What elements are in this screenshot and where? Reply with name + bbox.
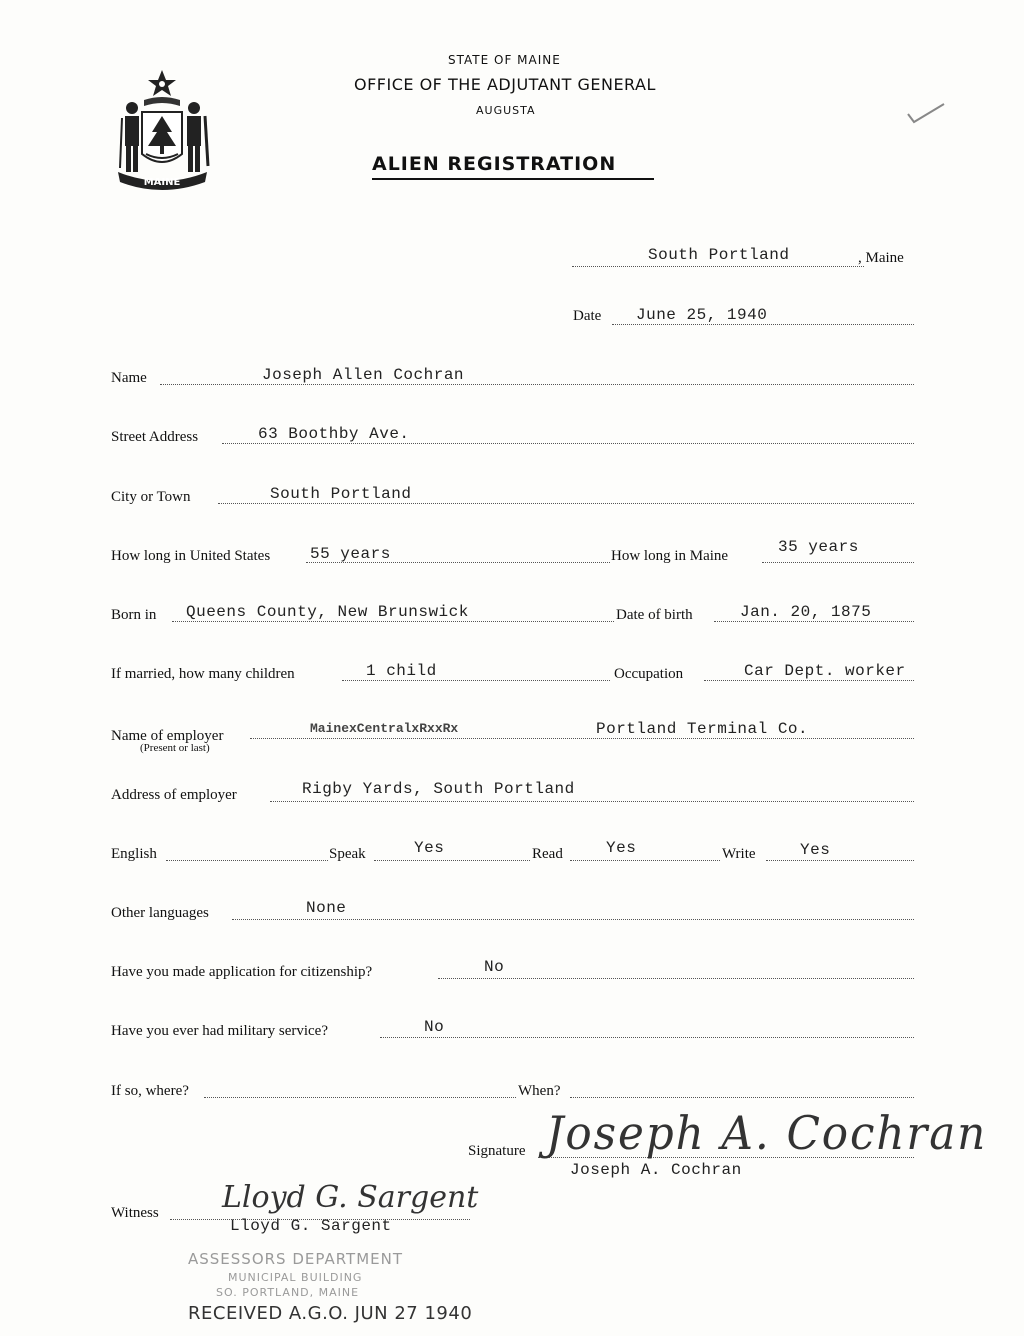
speak-value: Yes	[414, 839, 445, 857]
write-line	[766, 860, 914, 861]
place-value: South Portland	[648, 246, 790, 264]
where-line	[204, 1097, 516, 1098]
english-label: English	[111, 846, 157, 862]
us-time-label: How long in United States	[111, 548, 271, 564]
employer-label: Name of employer	[111, 728, 224, 744]
name-value: Joseph Allen Cochran	[262, 366, 465, 384]
place-suffix: , Maine	[858, 250, 904, 266]
signature-label: Signature	[468, 1143, 526, 1159]
header-office: OFFICE OF THE ADJUTANT GENERAL	[354, 75, 656, 94]
dob-line	[714, 621, 914, 622]
form-title: ALIEN REGISTRATION	[372, 153, 617, 175]
speak-label: Speak	[329, 846, 366, 862]
military-line	[380, 1037, 914, 1038]
born-in-line	[172, 621, 614, 622]
city-line	[218, 503, 914, 504]
header-state: STATE OF MAINE	[448, 53, 561, 67]
date-line	[612, 324, 914, 325]
read-value: Yes	[606, 839, 637, 857]
witness-typed: Lloyd G. Sargent	[230, 1217, 392, 1235]
stamp-assessors-department: ASSESSORS DEPARTMENT	[188, 1250, 404, 1268]
street-value: 63 Boothby Ave.	[258, 425, 410, 443]
where-label: If so, where?	[111, 1083, 189, 1099]
street-label: Street Address	[111, 429, 199, 445]
dob-label: Date of birth	[616, 607, 693, 623]
citizenship-label: Have you made application for citizenship?	[111, 964, 373, 980]
children-value: 1 child	[366, 662, 437, 680]
employer-address-line	[270, 801, 914, 802]
signature-handwritten: Joseph A. Cochran	[546, 1106, 988, 1160]
other-languages-line	[232, 919, 914, 920]
employer-sublabel: (Present or last)	[140, 742, 210, 754]
write-value: Yes	[800, 841, 831, 859]
signature-typed: Joseph A. Cochran	[570, 1161, 742, 1179]
born-in-value: Queens County, New Brunswick	[186, 603, 469, 621]
children-label: If married, how many children	[111, 666, 295, 682]
maine-time-label: How long in Maine	[611, 548, 729, 564]
date-label: Date	[573, 308, 602, 324]
occupation-value: Car Dept. worker	[744, 662, 906, 680]
city-label: City or Town	[111, 489, 191, 505]
children-line	[342, 680, 610, 681]
place-line	[572, 266, 864, 267]
check-mark-icon	[904, 100, 948, 128]
other-languages-label: Other languages	[111, 905, 209, 921]
stamp-municipal-building: MUNICIPAL BUILDING	[228, 1271, 363, 1284]
header-city: AUGUSTA	[476, 104, 536, 117]
citizenship-line	[438, 978, 914, 979]
witness-handwritten: Lloyd G. Sargent	[222, 1180, 479, 1215]
when-line	[570, 1097, 914, 1098]
maine-time-value: 35 years	[778, 538, 859, 556]
occupation-line	[704, 680, 914, 681]
maine-time-line	[762, 562, 914, 563]
read-label: Read	[532, 846, 563, 862]
name-line	[160, 384, 914, 385]
seal-banner-text: MAINE	[143, 177, 181, 188]
english-line	[166, 860, 328, 861]
military-value: No	[424, 1018, 445, 1036]
witness-label: Witness	[111, 1205, 159, 1221]
form-title-underline	[372, 178, 654, 180]
born-in-label: Born in	[111, 607, 157, 623]
dob-value: Jan. 20, 1875	[740, 603, 872, 621]
write-label: Write	[722, 846, 756, 862]
city-value: South Portland	[270, 485, 412, 503]
occupation-label: Occupation	[614, 666, 684, 682]
when-label: When?	[518, 1083, 561, 1099]
employer-line	[250, 738, 914, 739]
date-value: June 25, 1940	[636, 306, 768, 324]
us-time-value: 55 years	[310, 545, 391, 563]
citizenship-value: No	[484, 958, 505, 976]
employer-address-label: Address of employer	[111, 787, 237, 803]
stamp-city: SO. PORTLAND, MAINE	[216, 1286, 360, 1299]
employer-value: Portland Terminal Co.	[596, 720, 809, 738]
other-languages-value: None	[306, 899, 347, 917]
read-line	[570, 860, 720, 861]
speak-line	[374, 860, 530, 861]
state-of-maine-seal-icon	[110, 66, 215, 196]
employer-struck-value: MainexCentralxRxxRx	[310, 721, 459, 736]
name-label: Name	[111, 370, 147, 386]
employer-address-value: Rigby Yards, South Portland	[302, 780, 575, 798]
street-line	[222, 443, 914, 444]
military-label: Have you ever had military service?	[111, 1023, 328, 1039]
received-stamp: RECEIVED A.G.O. JUN 27 1940	[188, 1303, 473, 1324]
